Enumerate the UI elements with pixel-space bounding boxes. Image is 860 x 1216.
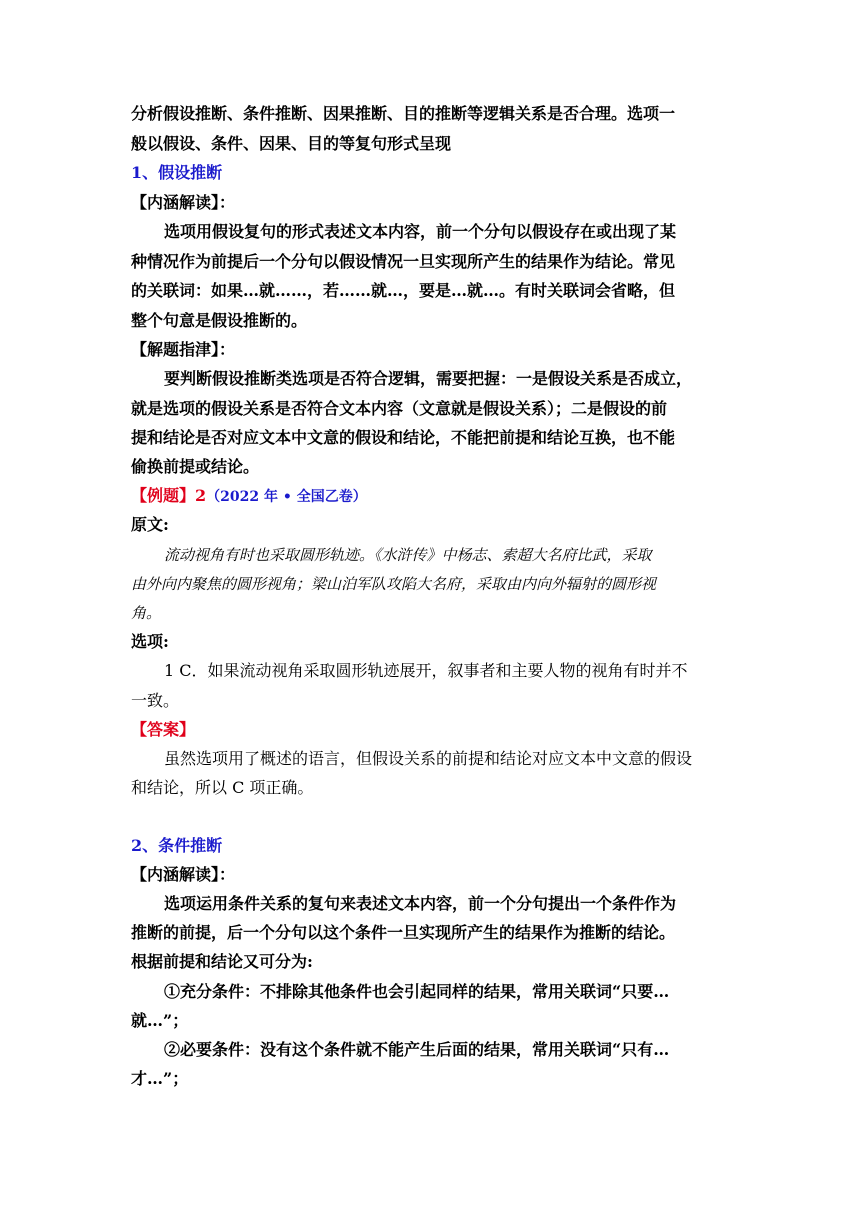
xuanxiang-line: 一致。 [131,691,180,710]
section1-neihan-line: 整个句意是假设推断的。 [131,311,308,330]
example-header [131,485,731,508]
condition-item-sufficient: ①充分条件：不排除其他条件也会引起同样的结果，常用关联词“只要… [164,982,670,1001]
example-label: 【例题】 [131,486,196,505]
xuanxiang-line: 1 C．如果流动视角采取圆形轨迹展开，叙事者和主要人物的视角有时并不 [164,661,688,680]
yuanwen-line: 角。 [131,604,162,622]
yuanwen-line: 由外向内聚焦的圆形视角；梁山泊军队攻陷大名府，采取由内向外辐射的圆形视 [131,575,657,593]
section1-neihan-line: 的关联词：如果…就……，若……就…，要是…就…。有时关联词会省略，但 [131,281,676,300]
section1-jieti-line: 就是选项的假设关系是否符合文本内容（文意就是假设关系）；二是假设的前 [131,399,668,418]
condition-item-necessary: ②必要条件：没有这个条件就不能产生后面的结果，常用关联词“只有… [164,1040,670,1059]
yuanwen-label: 原文: [131,515,169,534]
answer-line: 和结论，所以 C 项正确。 [131,778,314,797]
section1-jieti-line: 偷换前提或结论。 [131,457,260,476]
condition-item-sufficient-cont: 就…”； [131,1011,189,1030]
example-number: 2 [195,486,207,505]
section2-neihan-line: 选项运用条件关系的复句来表述文本内容，前一个分句提出一个条件作为 [164,894,677,913]
yuanwen-line: 流动视角有时也采取圆形轨迹。《水浒传》中杨志、索超大名府比武，采取 [164,546,652,564]
answer-line: 虽然选项用了概述的语言，但假设关系的前提和结论对应文本中文意的假设 [164,749,693,768]
section1-neihan-label: 【内涵解读】： [131,193,236,212]
section1-jieti-line: 提和结论是否对应文本中文意的假设和结论，不能把前提和结论互换，也不能 [131,428,676,447]
section1-neihan-line: 选项用假设复句的形式表述文本内容，前一个分句以假设存在或出现了某 [164,222,677,241]
section1-neihan-line: 种情况作为前提后一个分句以假设情况一旦实现所产生的结果作为结论。常见 [131,252,676,271]
section2-neihan-line: 根据前提和结论又可分为: [131,952,313,971]
condition-item-necessary-cont: 才…”； [131,1069,189,1088]
section1-jieti-line: 要判断假设推断类选项是否符合逻辑，需要把握：一是假设关系是否成立， [164,369,693,388]
section1-heading: 1、假设推断 [131,163,223,182]
section2-neihan-label: 【内涵解读】： [131,865,236,884]
section2-heading: 2、条件推断 [131,836,223,855]
example-source: （2022 年 • 全国乙卷） [206,489,367,505]
intro-line-1: 分析假设推断、条件推断、因果推断、目的推断等逻辑关系是否合理。选项一 [131,104,676,123]
section1-jieti-label: 【解题指津】： [131,340,236,359]
section2-neihan-line: 推断的前提，后一个分句以这个条件一旦实现所产生的结果作为推断的结论。 [131,923,676,942]
xuanxiang-label: 选项: [131,632,169,651]
intro-line-2: 般以假设、条件、因果、目的等复句形式呈现 [131,134,452,153]
answer-label: 【答案】 [131,720,196,739]
